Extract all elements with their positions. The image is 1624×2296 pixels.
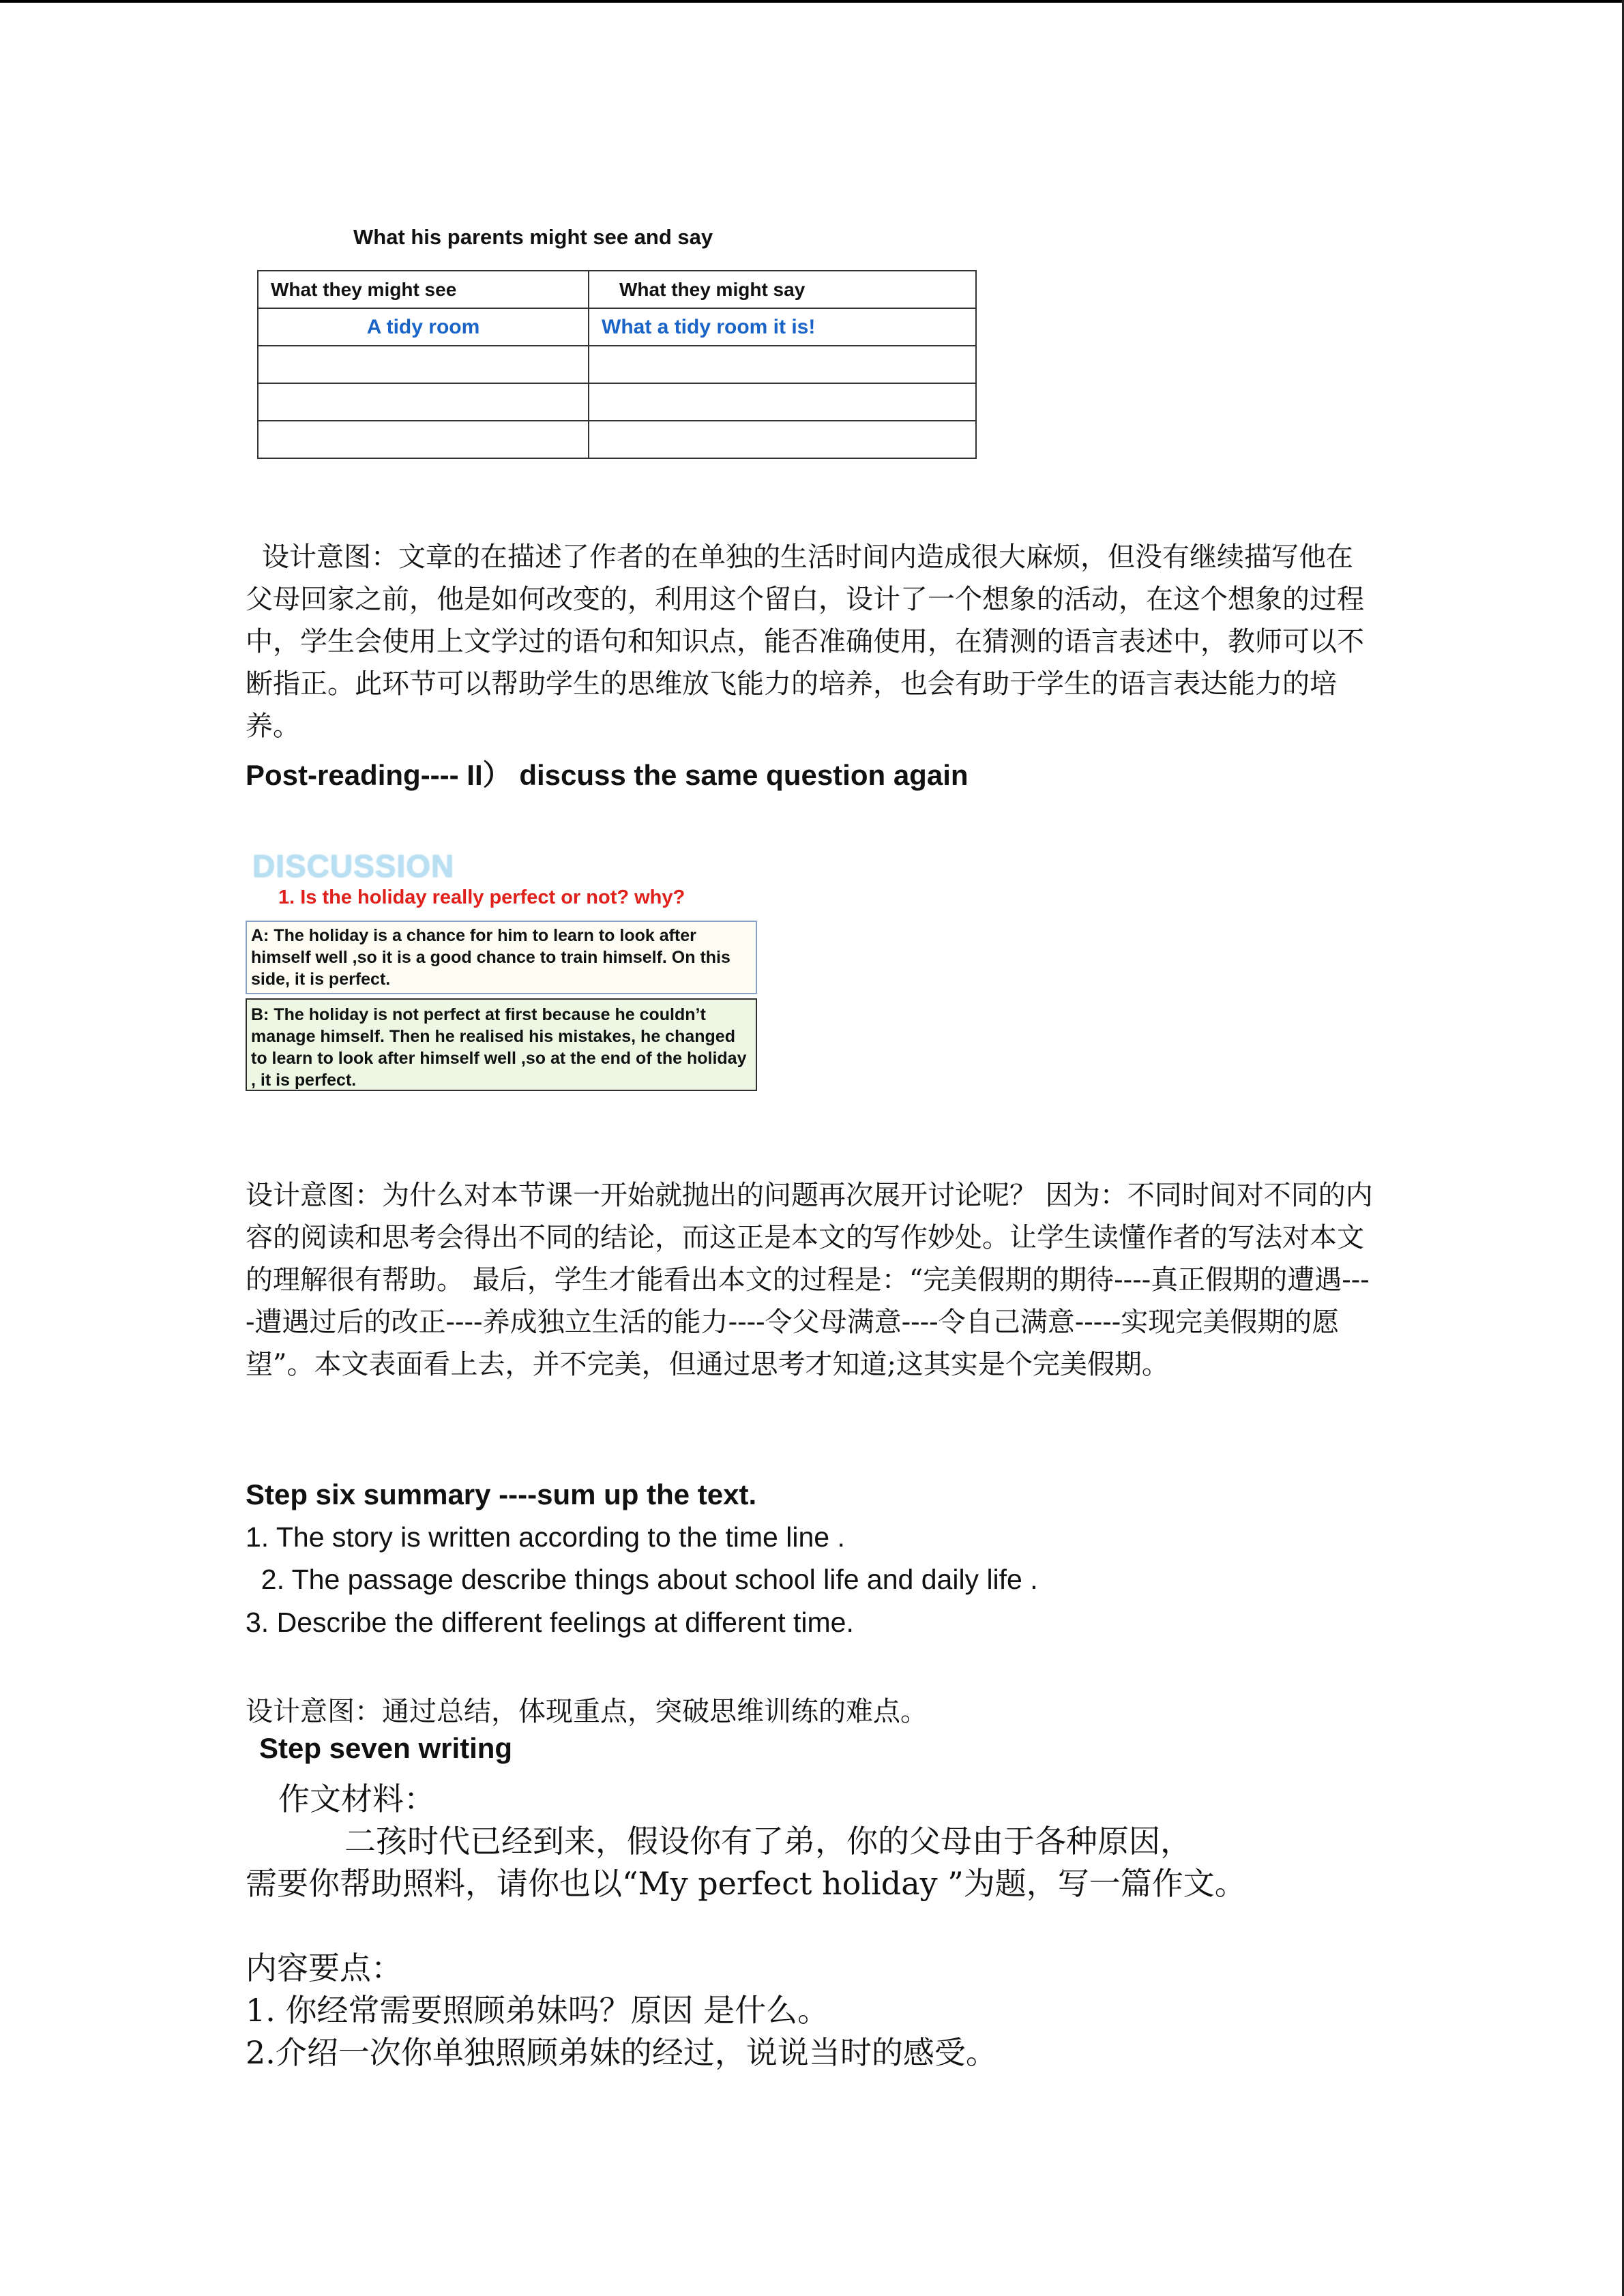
summary-item-1: 1. The story is written according to the time line . [246,1521,845,1553]
parents-see-say-table [257,270,977,459]
table-row [258,421,976,458]
material-line-2: 需要你帮助照料，请你也以“My perfect holiday ”为题，写一篇作文。 [246,1865,1246,1902]
table-cell [258,383,589,421]
table-cell [589,346,976,383]
material-label: 作文材料： [278,1780,435,1817]
table-row [258,383,976,421]
table-cell: What a tidy room it is! [589,308,976,346]
step-six-heading: Step six summary ----sum up the text. [246,1478,757,1510]
page-top-border [0,0,1624,3]
content-point-1: 1. 你经常需要照顾弟妹吗？原因 是什么。 [246,1992,829,2029]
discussion-answer-b: B: The holiday is not perfect at first because he couldn’t manage himself. Then he realised his mistakes, he changed to learn to look after himself well ,so at the end of the holiday , it is perfect. [246,998,757,1091]
table-cell [589,383,976,421]
step-seven-heading: Step seven writing [259,1732,513,1764]
summary-item-2: 2. The passage describe things about school life and daily life . [246,1564,1038,1595]
column-header-see: What they might see [258,271,589,308]
material-line-1: 二孩时代已经到来，假设你有了弟，你的父母由于各种原因， [344,1823,1192,1860]
design-intent-paragraph-2: 设计意图：为什么对本节课一开始就抛出的问题再次展开讨论呢？ 因为：不同时间对不同的内容的阅读和思考会得出不同的结论，而这正是本文的写作妙处。让学生读懂作者的写法对本文的理解很有帮助。 最后，学生才能看出本文的过程是：“完美假期的期待----真正假期的遭遇----遭遇过后的改正----养成独立生活的能力----令父母满意----令自己满意-----实现完美假期的愿望”。本文表面看上去，并不完美，但通过思考才知道;这其实是个完美假期。 [246,1180,1373,1380]
summary-item-3: 3. Describe the different feelings at different time. [246,1607,854,1638]
discussion-answer-a: A: The holiday is a chance for him to learn to look after himself well ,so it is a good chance to train himself. On this side, it is perfect. [246,921,757,994]
table-row [258,308,976,346]
design-intent-paragraph-1: 设计意图：文章的在描述了作者的在单独的生活时间内造成很大麻烦，但没有继续描写他在父母回家之前，他是如何改变的，利用这个留白，设计了一个想象的活动，在这个想象的过程中，学生会使用上文学过的语句和知识点，能否准确使用，在猜测的语言表述中，教师可以不断指正。此环节可以帮助学生的思维放飞能力的培养，也会有助于学生的语言表达能力的培养。 [246,541,1364,742]
table-cell [258,421,589,458]
table-cell [258,346,589,383]
table-row [258,346,976,383]
table-header-row [258,271,976,308]
table-cell [589,421,976,458]
column-header-say: What they might say [589,271,976,308]
content-points-label: 内容要点： [246,1950,402,1986]
design-intent-paragraph-3: 设计意图：通过总结，体现重点，突破思维训练的难点。 [246,1696,928,1727]
figure1-title: What his parents might see and say [353,225,713,249]
discussion-question: 1. Is the holiday really perfect or not? why? [278,886,685,908]
content-point-2: 2.介绍一次你单独照顾弟妹的经过，说说当时的感受。 [246,2034,997,2071]
post-reading-heading: Post-reading---- II） discuss the same question again [246,759,969,791]
table-cell: A tidy room [258,308,589,346]
discussion-title: DISCUSSION [252,848,455,884]
